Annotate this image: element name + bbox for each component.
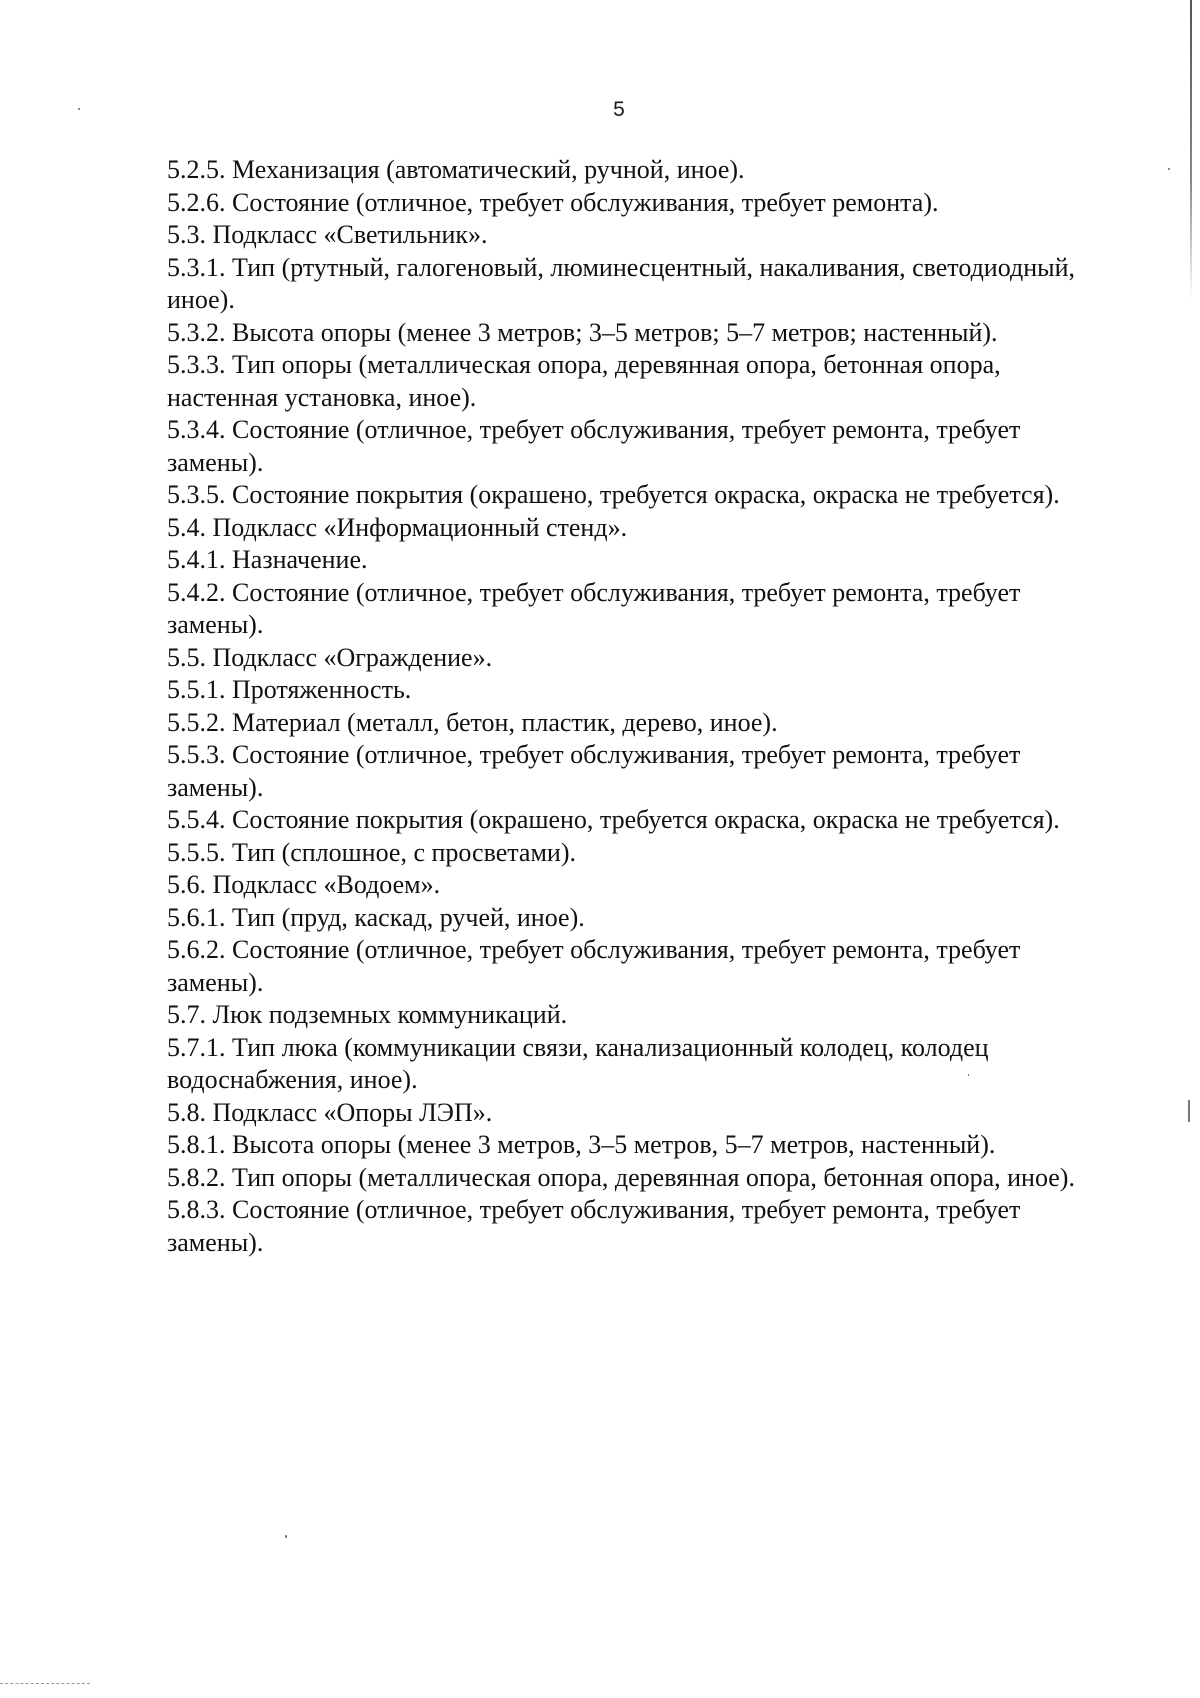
paragraph-5-5-2: 5.5.2. Материал (металл, бетон, пластик, дерево, иное). — [167, 707, 778, 737]
paragraph-5-7: 5.7. Люк подземных коммуникаций. — [167, 1000, 568, 1029]
scan-speck — [78, 108, 80, 110]
paragraph-5-8-1: 5.8.1. Высота опоры (менее 3 метров, 3–5 метров, 5–7 метров, настенный). — [167, 1130, 996, 1159]
paragraph-5-3-3: 5.3.3. Тип опоры (металлическая опора, деревянная опора, бетонная опора, настенная установка, иное). — [167, 350, 1001, 412]
paragraph-5-2-6: 5.2.6. Состояние (отличное, требует обслуживания, требует ремонта). — [167, 187, 939, 217]
paragraph-5-6: 5.6. Подкласс «Водоем». — [167, 870, 441, 899]
paragraph-5-5-5: 5.5.5. Тип (сплошное, с просветами). — [167, 837, 576, 867]
paragraph-5-5-3: 5.5.3. Состояние (отличное, требует обслуживания, требует ремонта, требует замены). — [167, 740, 1021, 802]
paragraph-5-3-4: 5.3.4. Состояние (отличное, требует обслуживания, требует ремонта, требует замены). — [167, 415, 1021, 477]
scan-speck — [1168, 168, 1170, 170]
document-body — [167, 154, 1112, 1259]
paragraph-5-8: 5.8. Подкласс «Опоры ЛЭП». — [167, 1097, 493, 1127]
paragraph-5-4: 5.4. Подкласс «Информационный стенд». — [167, 512, 628, 542]
page-number: 5 — [613, 98, 625, 121]
paragraph-5-5-4: 5.5.4. Состояние покрытия (окрашено, требуется окраска, окраска не требуется). — [167, 805, 1060, 834]
paragraph-5-3: 5.3. Подкласс «Светильник». — [167, 220, 488, 249]
paragraph-5-5-1: 5.5.1. Протяженность. — [167, 675, 412, 704]
paragraph-5-3-1: 5.3.1. Тип (ртутный, галогеновый, люминесцентный, накаливания, светодиодный, иное). — [167, 252, 1075, 314]
paragraph-5-6-1: 5.6.1. Тип (пруд, каскад, ручей, иное). — [167, 902, 585, 932]
scan-edge-line — [1190, 0, 1192, 300]
paragraph-5-7-1: 5.7.1. Тип люка (коммуникации связи, канализационный колодец, колодец водоснабжения, иное). — [167, 1032, 989, 1094]
scan-speck — [285, 1535, 287, 1538]
paragraph-5-8-2: 5.8.2. Тип опоры (металлическая опора, деревянная опора, бетонная опора, иное). — [167, 1162, 1075, 1192]
paragraph-5-6-2: 5.6.2. Состояние (отличное, требует обслуживания, требует ремонта, требует замены). — [167, 935, 1021, 997]
paragraph-5-5: 5.5. Подкласс «Ограждение». — [167, 642, 493, 672]
paragraph-5-3-2: 5.3.2. Высота опоры (менее 3 метров; 3–5 метров; 5–7 метров; настенный). — [167, 317, 998, 347]
paragraph-5-2-5: 5.2.5. Механизация (автоматический, ручной, иное). — [167, 155, 745, 184]
paragraph-5-4-2: 5.4.2. Состояние (отличное, требует обслуживания, требует ремонта, требует замены). — [167, 577, 1021, 639]
paragraph-5-3-5: 5.3.5. Состояние покрытия (окрашено, требуется окраска, окраска не требуется). — [167, 480, 1060, 509]
paragraph-5-8-3: 5.8.3. Состояние (отличное, требует обслуживания, требует ремонта, требует замены). — [167, 1195, 1021, 1257]
scan-bottom-dash — [0, 1682, 90, 1684]
scan-speck — [968, 1074, 969, 1076]
scan-edge-mark — [1188, 1100, 1190, 1122]
paragraph-5-4-1: 5.4.1. Назначение. — [167, 545, 368, 574]
